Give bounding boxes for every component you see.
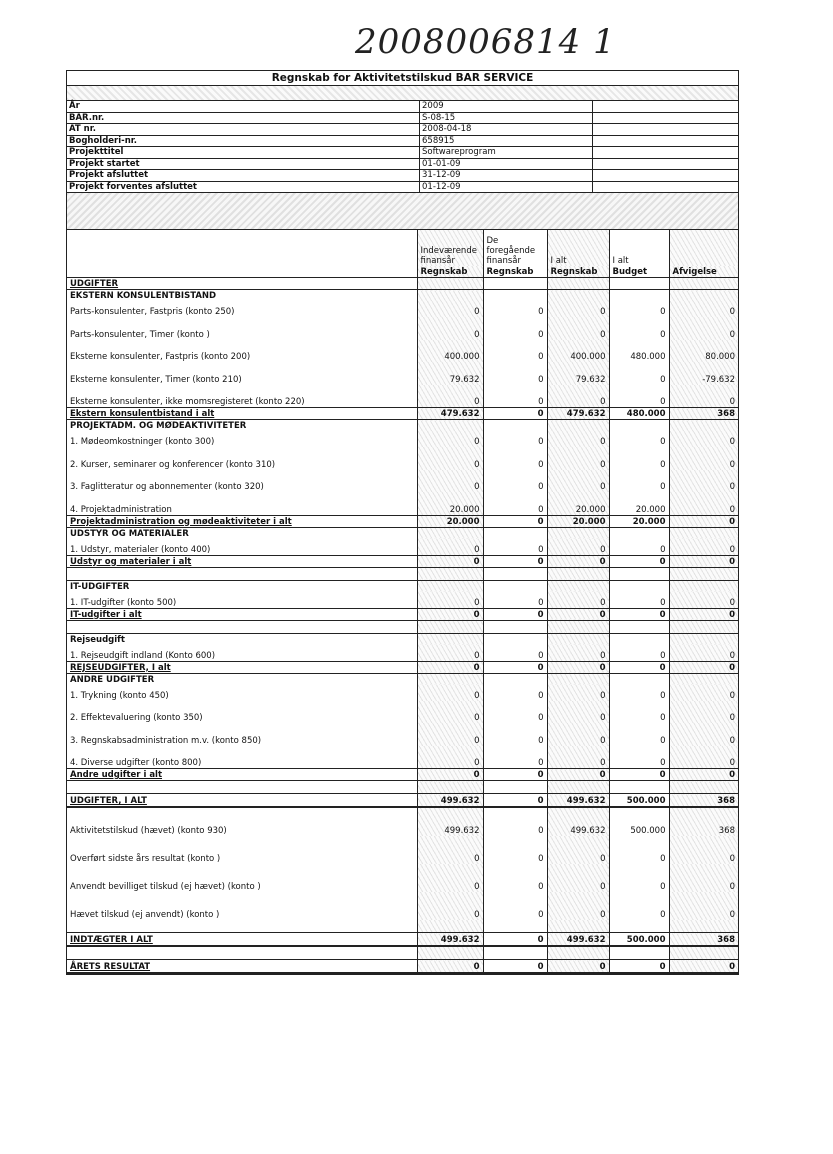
row-label: 1. Trykning (konto 450): [67, 685, 417, 701]
cell: 20.000: [417, 492, 483, 515]
handwritten-reference-number: 2008006814 1: [355, 22, 616, 62]
cell: 0: [547, 470, 609, 493]
subtotal-row: [67, 515, 738, 527]
info-row-year: [67, 101, 738, 113]
section-title: EKSTERN KONSULENTBISTAND: [67, 290, 417, 302]
section-header: [67, 580, 738, 592]
info-value: Softwareprogram: [420, 147, 593, 158]
cell: 0: [609, 317, 669, 340]
cell: 0: [609, 608, 669, 620]
cell: 0: [483, 515, 547, 527]
accounting-table: [67, 230, 738, 974]
cell: 0: [609, 960, 669, 974]
section-title: UDSTYR OG MATERIALER: [67, 527, 417, 539]
spacer-row: [67, 567, 738, 580]
col-header: Afvigelse: [669, 266, 738, 278]
cell: 0: [669, 723, 738, 746]
info-row-projekt-startet: [67, 159, 738, 171]
spacer-row: [67, 946, 738, 960]
cell: 20.000: [417, 515, 483, 527]
col-header-top: Indeværende finansår: [417, 230, 483, 266]
cell: 0: [417, 317, 483, 340]
row-label: 3. Faglitteratur og abonnementer (konto 320): [67, 470, 417, 493]
cell: 0: [669, 836, 738, 864]
cell: 0: [609, 301, 669, 317]
cell: 0: [483, 723, 547, 746]
cell: 0: [609, 470, 669, 493]
cell: 0: [669, 960, 738, 974]
row-label: Parts-konsulenter, Fastpris (konto 250): [67, 301, 417, 317]
cell: 0: [609, 864, 669, 892]
cell: 0: [417, 769, 483, 781]
info-label: Projekttitel: [67, 147, 420, 158]
info-label: Projekt forventes afsluttet: [67, 182, 420, 193]
col-header: Regnskab: [417, 266, 483, 278]
cell: 368: [669, 807, 738, 836]
subtotal-row: [67, 608, 738, 620]
cell: 0: [483, 362, 547, 385]
cell: 479.632: [417, 408, 483, 420]
cell: 0: [609, 892, 669, 920]
info-value: 01-12-09: [420, 182, 593, 193]
cell: 368: [669, 408, 738, 420]
row-label: IT-udgifter i alt: [67, 608, 417, 620]
row-label: 2. Kurser, seminarer og konferencer (konto 310): [67, 447, 417, 470]
cell: 499.632: [417, 933, 483, 947]
cell: 20.000: [547, 492, 609, 515]
cell: 0: [417, 645, 483, 662]
cell: 0: [417, 661, 483, 673]
cell: 20.000: [609, 492, 669, 515]
cell: 0: [483, 447, 547, 470]
cell: 368: [669, 933, 738, 947]
cell: 0: [547, 701, 609, 724]
cell: 0: [483, 701, 547, 724]
table-row: [67, 362, 738, 385]
udgifter-heading: [67, 278, 738, 290]
cell: 0: [669, 539, 738, 556]
sheet-title: Regnskab for Aktivitetstilskud BAR SERVICE: [67, 71, 738, 86]
cell: 0: [483, 794, 547, 808]
cell: 0: [609, 592, 669, 609]
cell: 400.000: [417, 340, 483, 363]
table-row: [67, 807, 738, 836]
info-label: Bogholderi-nr.: [67, 136, 420, 147]
cell: 0: [669, 317, 738, 340]
cell: 0: [417, 592, 483, 609]
cell: 0: [547, 769, 609, 781]
cell: 0: [417, 447, 483, 470]
cell: 0: [483, 645, 547, 662]
col-header-top: De foregående finansår: [483, 230, 547, 266]
cell: 0: [669, 470, 738, 493]
info-row-projekt-forventes-afsluttet: [67, 182, 738, 194]
row-label: 4. Projektadministration: [67, 492, 417, 515]
table-row: [67, 746, 738, 769]
table-row: [67, 645, 738, 662]
cell: 80.000: [669, 340, 738, 363]
cell: 0: [483, 301, 547, 317]
cell: 499.632: [547, 794, 609, 808]
cell: 0: [669, 447, 738, 470]
cell: 0: [669, 385, 738, 408]
row-label: Hævet tilskud (ej anvendt) (konto ): [67, 892, 417, 920]
cell: 0: [609, 447, 669, 470]
cell: 0: [483, 340, 547, 363]
table-row: [67, 317, 738, 340]
row-label: Andre udgifter i alt: [67, 769, 417, 781]
cell: 0: [669, 892, 738, 920]
info-value: 658915: [420, 136, 593, 147]
cell: 0: [483, 807, 547, 836]
info-value: S-08-15: [420, 113, 593, 124]
project-info-block: [67, 101, 738, 193]
cell: 0: [547, 431, 609, 447]
info-row-bar-nr: [67, 113, 738, 125]
cell: 0: [483, 746, 547, 769]
scan-noise-block: [67, 193, 738, 230]
spacer-row: [67, 620, 738, 633]
cell: 0: [669, 769, 738, 781]
cell: 0: [669, 685, 738, 701]
table-row: [67, 836, 738, 864]
row-label: INDTÆGTER I ALT: [67, 933, 417, 947]
cell: 0: [547, 960, 609, 974]
cell: 0: [417, 836, 483, 864]
cell: 0: [417, 385, 483, 408]
income-total-row: [67, 933, 738, 947]
cell: 0: [609, 362, 669, 385]
info-row-projekt-afsluttet: [67, 170, 738, 182]
row-label: UDGIFTER, I ALT: [67, 794, 417, 808]
cell: 0: [417, 723, 483, 746]
cell: 0: [417, 539, 483, 556]
table-row: [67, 701, 738, 724]
row-label: REJSEUDGIFTER, I alt: [67, 661, 417, 673]
cell: 0: [417, 301, 483, 317]
cell: 0: [483, 608, 547, 620]
cell: 500.000: [609, 807, 669, 836]
cell: 0: [669, 301, 738, 317]
row-label: Parts-konsulenter, Timer (konto ): [67, 317, 417, 340]
row-label: Aktivitetstilskud (hævet) (konto 930): [67, 807, 417, 836]
cell: 0: [547, 685, 609, 701]
cell: 79.632: [417, 362, 483, 385]
cell: 0: [417, 685, 483, 701]
cell: 0: [669, 701, 738, 724]
subtotal-row: [67, 408, 738, 420]
section-header: [67, 673, 738, 685]
cell: 0: [483, 555, 547, 567]
cell: 0: [547, 317, 609, 340]
cell: 0: [669, 555, 738, 567]
cell: 0: [417, 555, 483, 567]
cell: 0: [483, 539, 547, 556]
cell: 480.000: [609, 408, 669, 420]
row-label: Eksterne konsulenter, Timer (konto 210): [67, 362, 417, 385]
cell: 0: [609, 385, 669, 408]
info-label: Projekt startet: [67, 159, 420, 170]
row-label: 2. Effektevaluering (konto 350): [67, 701, 417, 724]
cell: 0: [609, 645, 669, 662]
row-label: Ekstern konsulentbistand i alt: [67, 408, 417, 420]
cell: 0: [609, 769, 669, 781]
info-label: AT nr.: [67, 124, 420, 135]
table-row: [67, 864, 738, 892]
row-label: Overført sidste års resultat (konto ): [67, 836, 417, 864]
cell: 0: [669, 608, 738, 620]
cell: 0: [483, 592, 547, 609]
cell: 500.000: [609, 794, 669, 808]
cell: 20.000: [609, 515, 669, 527]
cell: 0: [609, 539, 669, 556]
table-row: [67, 685, 738, 701]
table-row: [67, 385, 738, 408]
section-label: UDGIFTER: [67, 278, 417, 290]
row-label: 1. Udstyr, materialer (konto 400): [67, 539, 417, 556]
table-row: [67, 492, 738, 515]
table-row: [67, 892, 738, 920]
scan-noise-band: [67, 86, 738, 101]
table-row: [67, 431, 738, 447]
cell: 0: [417, 608, 483, 620]
spacer-row: [67, 781, 738, 794]
cell: 0: [483, 933, 547, 947]
row-label: 1. Mødeomkostninger (konto 300): [67, 431, 417, 447]
info-value: 2008-04-18: [420, 124, 593, 135]
cell: 0: [547, 746, 609, 769]
info-row-projekttitel: [67, 147, 738, 159]
subtotal-row: [67, 769, 738, 781]
cell: 0: [483, 317, 547, 340]
year-result-row: [67, 960, 738, 974]
table-row: [67, 592, 738, 609]
cell: 0: [547, 592, 609, 609]
table-row: [67, 470, 738, 493]
cell: 0: [609, 701, 669, 724]
cell: 0: [547, 608, 609, 620]
header-row: [67, 266, 738, 278]
cell: 0: [483, 769, 547, 781]
cell: 0: [669, 661, 738, 673]
cell: 0: [669, 492, 738, 515]
cell: 479.632: [547, 408, 609, 420]
info-value: 2009: [420, 101, 593, 112]
cell: 20.000: [547, 515, 609, 527]
section-header: [67, 420, 738, 432]
table-row: [67, 539, 738, 556]
table-row: [67, 301, 738, 317]
cell: 0: [547, 864, 609, 892]
subtotal-row: [67, 661, 738, 673]
cell: 0: [669, 431, 738, 447]
cell: 0: [417, 892, 483, 920]
table-row: [67, 723, 738, 746]
cell: 0: [483, 431, 547, 447]
cell: 0: [483, 661, 547, 673]
accounting-sheet: [66, 70, 739, 975]
section-title: PROJEKTADM. OG MØDEAKTIVITETER: [67, 420, 417, 432]
cell: 499.632: [547, 933, 609, 947]
cell: 0: [609, 836, 669, 864]
cell: 0: [417, 864, 483, 892]
cell: 0: [417, 431, 483, 447]
cell: 0: [669, 864, 738, 892]
row-label: 3. Regnskabsadministration m.v. (konto 850): [67, 723, 417, 746]
cell: 0: [483, 470, 547, 493]
cell: 0: [417, 470, 483, 493]
cell: 0: [417, 746, 483, 769]
cell: 499.632: [417, 807, 483, 836]
subtotal-row: [67, 555, 738, 567]
cell: 0: [417, 701, 483, 724]
cell: 368: [669, 794, 738, 808]
cell: 0: [483, 492, 547, 515]
cell: 0: [547, 723, 609, 746]
section-title: Rejseudgift: [67, 633, 417, 645]
header-row-top: [67, 230, 738, 266]
section-header: [67, 633, 738, 645]
cell: 0: [483, 960, 547, 974]
info-label: BAR.nr.: [67, 113, 420, 124]
section-title: IT-UDGIFTER: [67, 580, 417, 592]
col-header-top: I alt: [609, 230, 669, 266]
cell: 0: [547, 301, 609, 317]
cell: 400.000: [547, 340, 609, 363]
cell: 0: [547, 645, 609, 662]
cell: 0: [483, 836, 547, 864]
section-header: [67, 290, 738, 302]
cell: 0: [609, 555, 669, 567]
cell: 79.632: [547, 362, 609, 385]
cell: 0: [669, 746, 738, 769]
cell: -79.632: [669, 362, 738, 385]
spacer-row: [67, 920, 738, 933]
cell: 0: [417, 960, 483, 974]
info-value: 31-12-09: [420, 170, 593, 181]
cell: 0: [547, 892, 609, 920]
row-label: Eksterne konsulenter, ikke momsregisteret (konto 220): [67, 385, 417, 408]
cell: 0: [547, 385, 609, 408]
info-value: 01-01-09: [420, 159, 593, 170]
cell: 0: [609, 431, 669, 447]
col-header: Regnskab: [547, 266, 609, 278]
cell: 500.000: [609, 933, 669, 947]
cell: 0: [669, 645, 738, 662]
cell: 0: [547, 661, 609, 673]
cell: 0: [547, 447, 609, 470]
cell: 0: [609, 685, 669, 701]
cell: 499.632: [547, 807, 609, 836]
section-header: [67, 527, 738, 539]
row-label: ÅRETS RESULTAT: [67, 960, 417, 974]
table-row: [67, 447, 738, 470]
row-label: 4. Diverse udgifter (konto 800): [67, 746, 417, 769]
row-label: Anvendt bevilliget tilskud (ej hævet) (konto ): [67, 864, 417, 892]
cell: 0: [483, 892, 547, 920]
info-label: År: [67, 101, 420, 112]
row-label: 1. IT-udgifter (konto 500): [67, 592, 417, 609]
row-label: Eksterne konsulenter, Fastpris (konto 200): [67, 340, 417, 363]
cell: 0: [483, 685, 547, 701]
cell: 0: [483, 864, 547, 892]
expenses-total-row: [67, 794, 738, 808]
table-row: [67, 340, 738, 363]
cell: 0: [483, 408, 547, 420]
cell: 0: [669, 592, 738, 609]
info-label: Projekt afsluttet: [67, 170, 420, 181]
cell: 0: [609, 661, 669, 673]
cell: 0: [669, 515, 738, 527]
col-header: Regnskab: [483, 266, 547, 278]
col-header: Budget: [609, 266, 669, 278]
cell: 0: [547, 555, 609, 567]
cell: 0: [547, 836, 609, 864]
cell: 0: [547, 539, 609, 556]
cell: 499.632: [417, 794, 483, 808]
cell: 0: [483, 385, 547, 408]
info-row-at-nr: [67, 124, 738, 136]
cell: 480.000: [609, 340, 669, 363]
row-label: Projektadministration og mødeaktiviteter i alt: [67, 515, 417, 527]
col-header-top: I alt: [547, 230, 609, 266]
info-row-bogholderi-nr: [67, 136, 738, 148]
cell: 0: [609, 746, 669, 769]
cell: 0: [609, 723, 669, 746]
section-title: ANDRE UDGIFTER: [67, 673, 417, 685]
row-label: 1. Rejseudgift indland (Konto 600): [67, 645, 417, 662]
row-label: Udstyr og materialer i alt: [67, 555, 417, 567]
